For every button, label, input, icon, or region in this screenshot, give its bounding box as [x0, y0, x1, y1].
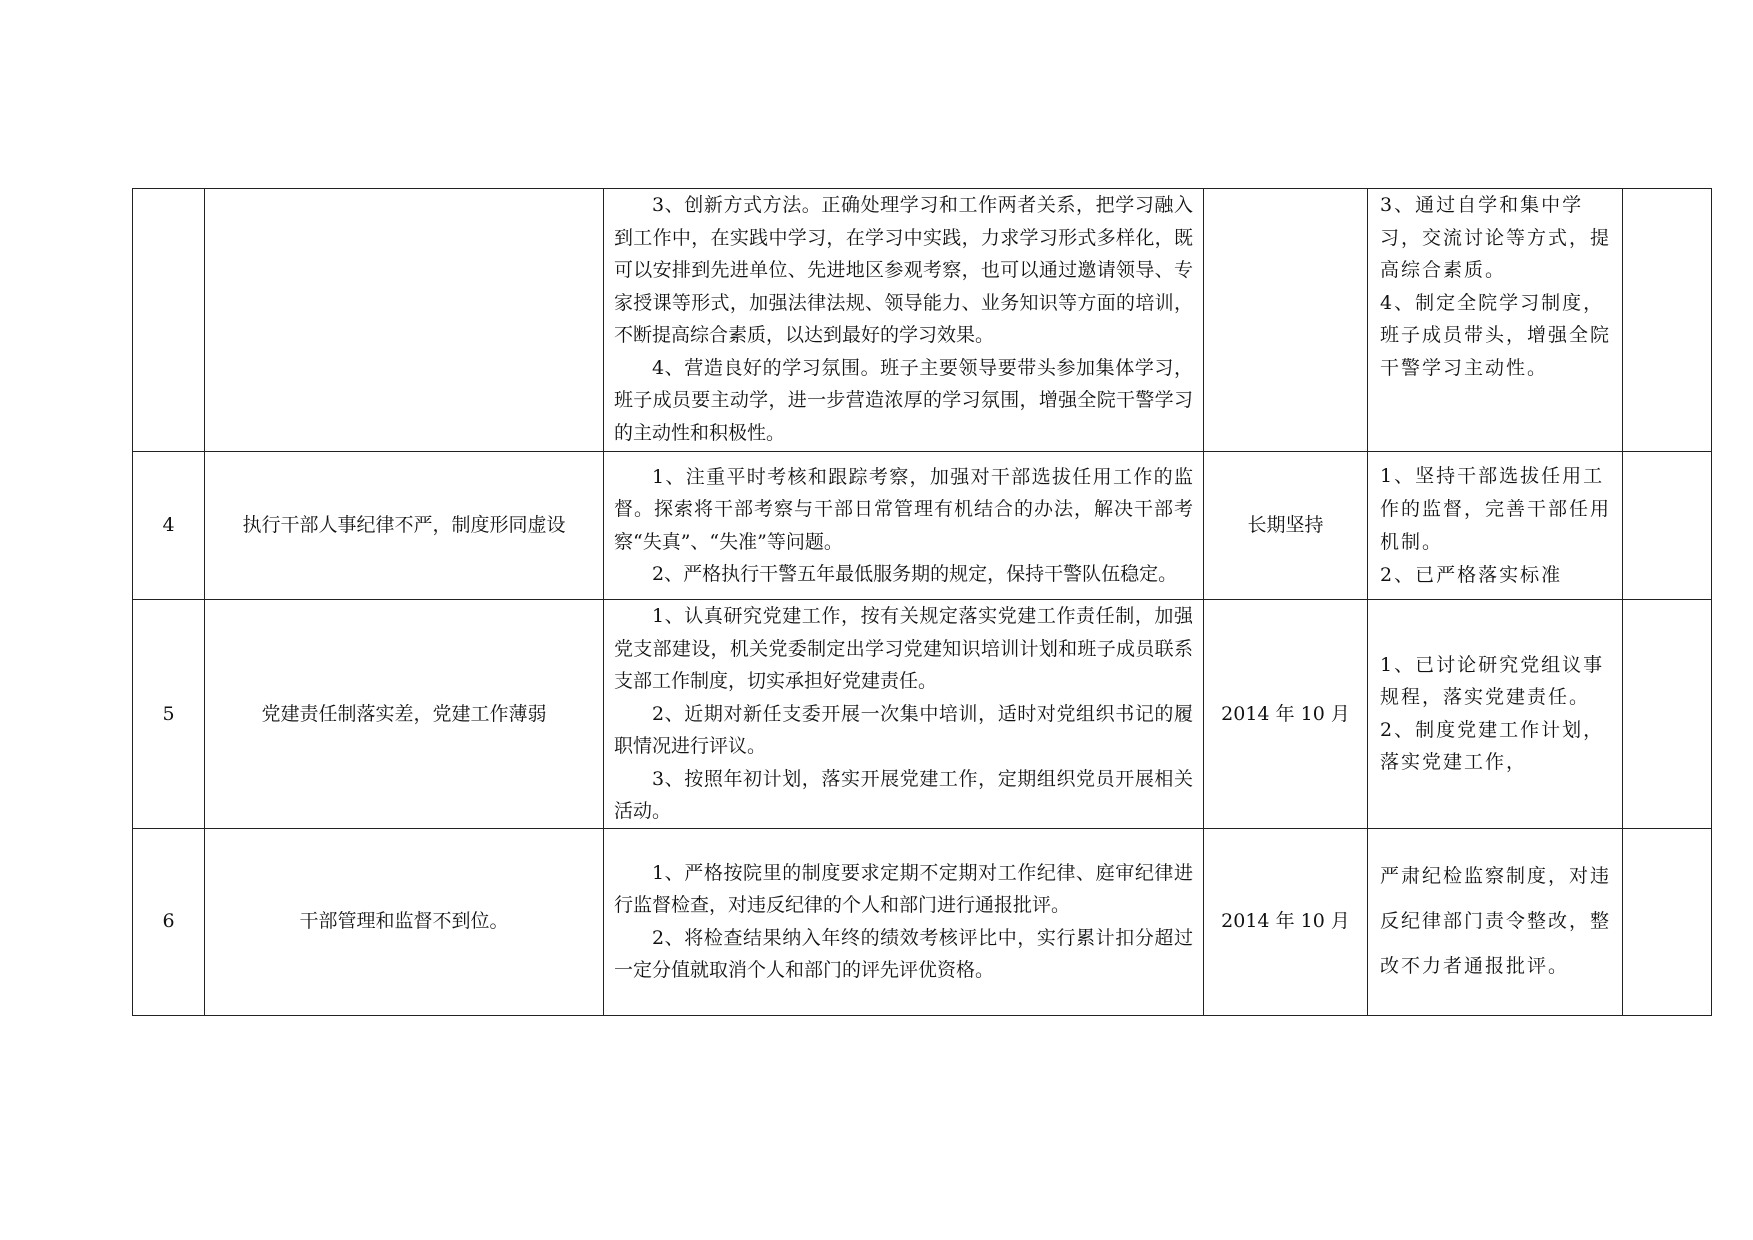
measure-item: 3、创新方式方法。正确处理学习和工作两者关系，把学习融入到工作中，在实践中学习，在学习中实践，力求学习形式多样化，既可以安排到先进单位、先进地区参观考察，也可以通过邀请领导、专家授课等形式，加强法律法规、领导能力、业务知识等方面的培训，不断提高综合素质，以达到最好的学习效果。	[614, 194, 1193, 346]
measures-cell	[604, 828, 1204, 1015]
issue-cell	[205, 189, 604, 452]
table-row	[133, 828, 1712, 1015]
results-cell	[1368, 452, 1623, 600]
table-row	[133, 189, 1712, 452]
table-row	[133, 600, 1712, 829]
result-item: 严肃纪检监察制度，对违反纪律部门责令整改，整改不力者通报批评。	[1380, 865, 1612, 977]
measure-item: 1、严格按院里的制度要求定期不定期对工作纪律、庭审纪律进行监督检查，对违反纪律的个人和部门进行通报批评。	[614, 861, 1193, 916]
result-item: 1、已讨论研究党组议事规程，落实党建责任。	[1380, 653, 1605, 709]
deadline-cell: 2014 年 10 月	[1204, 828, 1368, 1015]
measure-item: 1、认真研究党建工作，按有关规定落实党建工作责任制，加强党支部建设，机关党委制定出学习党建知识培训计划和班子成员联系支部工作制度，切实承担好党建责任。	[614, 605, 1193, 692]
deadline-cell: 2014 年 10 月	[1204, 600, 1368, 829]
measures-cell	[604, 600, 1204, 829]
measures-cell	[604, 452, 1204, 600]
results-cell	[1368, 828, 1623, 1015]
deadline-cell: 长期坚持	[1204, 452, 1368, 600]
results-cell	[1368, 189, 1623, 452]
measure-item: 2、严格执行干警五年最低服务期的规定，保持干警队伍稳定。	[652, 563, 1178, 585]
remark-cell	[1623, 189, 1712, 452]
rectification-table	[132, 188, 1712, 1016]
results-cell	[1368, 600, 1623, 829]
issue-cell: 干部管理和监督不到位。	[205, 828, 604, 1015]
result-item: 3、通过自学和集中学习，交流讨论等方式，提高综合素质。	[1380, 194, 1612, 281]
result-item: 1、坚持干部选拔任用工作的监督，完善干部任用机制。	[1380, 464, 1612, 553]
measures-cell	[604, 189, 1204, 452]
table-row	[133, 452, 1712, 600]
measure-item: 1、注重平时考核和跟踪考察，加强对干部选拔任用工作的监督。探索将干部考察与干部日常管理有机结合的办法，解决干部考察“失真”、“失准”等问题。	[614, 465, 1193, 553]
row-number: 5	[133, 600, 205, 829]
result-item: 2、已严格落实标准	[1380, 563, 1563, 586]
remark-cell	[1623, 600, 1712, 829]
remark-cell	[1623, 452, 1712, 600]
remark-cell	[1623, 828, 1712, 1015]
row-number: 6	[133, 828, 205, 1015]
row-number: 4	[133, 452, 205, 600]
row-number	[133, 189, 205, 452]
issue-cell: 党建责任制落实差，党建工作薄弱	[205, 600, 604, 829]
result-item: 2、制度党建工作计划，落实党建工作，	[1380, 718, 1605, 774]
result-item: 4、制定全院学习制度，班子成员带头，增强全院干警学习主动性。	[1380, 291, 1612, 379]
measure-item: 4、营造良好的学习氛围。班子主要领导要带头参加集体学习，班子成员要主动学，进一步营造浓厚的学习氛围，增强全院干警学习的主动性和积极性。	[614, 356, 1193, 444]
issue-cell: 执行干部人事纪律不严，制度形同虚设	[205, 452, 604, 600]
measure-item: 2、将检查结果纳入年终的绩效考核评比中，实行累计扣分超过一定分值就取消个人和部门的评先评优资格。	[614, 926, 1193, 981]
deadline-cell	[1204, 189, 1368, 452]
measure-item: 3、按照年初计划，落实开展党建工作，定期组织党员开展相关活动。	[614, 767, 1193, 822]
measure-item: 2、近期对新任支委开展一次集中培训，适时对党组织书记的履职情况进行评议。	[614, 702, 1193, 757]
